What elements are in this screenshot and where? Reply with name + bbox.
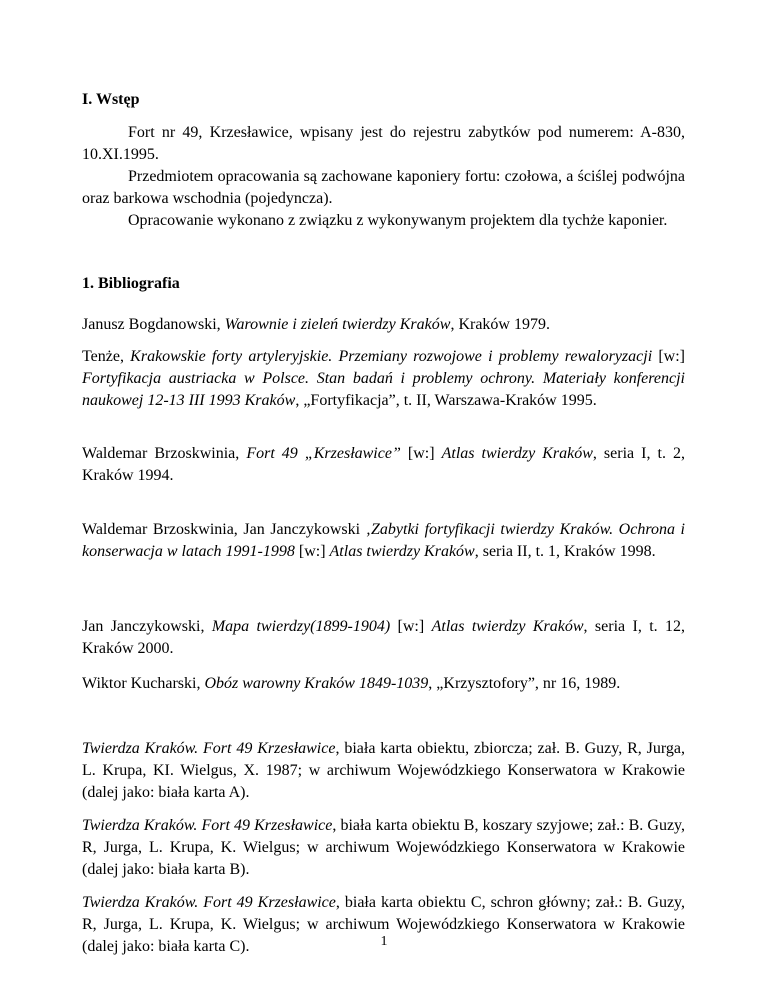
bibliography-title: Fort 49 „Krzesławice” <box>246 445 401 462</box>
bibliography-title: ‚Zabytki fortyfikacji twierdzy Kraków. Ochrona i konserwacja w latach 1991-1998 <box>82 521 685 560</box>
bibliography-entry <box>82 314 685 336</box>
section-heading-intro: I. Wstęp <box>82 91 140 108</box>
bibliography-title: Twierdza Kraków. Fort 49 Krzesławice <box>82 894 336 911</box>
bibliography-entry <box>82 443 685 487</box>
bibliography-title: Twierdza Kraków. Fort 49 Krzesławice <box>82 740 336 757</box>
bibliography-text: Janusz Bogdanowski, <box>82 316 225 333</box>
bibliography-entry <box>82 815 685 881</box>
bibliography-title: Atlas twierdzy Kraków <box>441 445 593 462</box>
intro-paragraph: Fort nr 49, Krzesławice, wpisany jest do rejestru zabytków pod numerem: A-830, 10.XI.1995. <box>82 124 685 163</box>
bibliography-text: , biała karta obiektu B, koszary szyjowe; zał.: B. Guzy, R, Jurga, L. Krupa, K. Wielgus; w archiwum Wojewódzkiego Konserwatora w Krakowie (dalej jako: biała karta B). <box>82 817 686 878</box>
bibliography-text: Waldemar Brzoskwinia, Jan Janczykowski <box>82 521 366 538</box>
bibliography-text: , seria I, t. 12, Kraków 2000. <box>82 618 686 657</box>
bibliography-text: [w:] <box>400 445 442 462</box>
bibliography-title: Obóz warowny Kraków 1849-1039 <box>204 675 429 692</box>
intro-text <box>82 122 685 232</box>
intro-paragraph: Opracowanie wykonano z związku z wykonywanym projektem dla tychże kaponier. <box>128 212 668 229</box>
bibliography-text: Tenże, <box>82 348 131 365</box>
bibliography-text: [w:] <box>390 618 432 635</box>
bibliography-entry <box>82 616 685 660</box>
bibliography-title: Warownie i zieleń twierdzy Kraków <box>224 316 451 333</box>
bibliography-title: Twierdza Kraków. Fort 49 Krzesławice <box>82 817 333 834</box>
bibliography-entry <box>82 346 685 412</box>
bibliography-text: , seria II, t. 1, Kraków 1998. <box>474 543 656 560</box>
intro-paragraph: Przedmiotem opracowania są zachowane kaponiery fortu: czołowa, a ściślej podwójna oraz barkowa wschodnia (pojedyncza). <box>82 168 685 207</box>
bibliography-text: , biała karta obiektu, zbiorcza; zał. B. Guzy, R, Jurga, L. Krupa, KI. Wielgus, X. 1987; w archiwum Wojewódzkiego Konserwatora w Krakowie (dalej jako: biała karta A). <box>82 740 686 801</box>
bibliography-text: , „Krzysztofory”, nr 16, 1989. <box>428 675 621 692</box>
bibliography-text: Waldemar Brzoskwinia, <box>82 445 247 462</box>
page-number: 1 <box>380 934 388 949</box>
bibliography-title: Atlas twierdzy Kraków <box>329 543 475 560</box>
bibliography-text: [w:] <box>652 348 686 365</box>
bibliography-text: Wiktor Kucharski, <box>82 675 205 692</box>
bibliography-entry <box>82 519 685 563</box>
bibliography-entry <box>82 673 685 695</box>
bibliography-text: [w:] <box>294 543 330 560</box>
section-heading-bibliography: 1. Bibliografia <box>82 275 180 292</box>
bibliography-title: Fortyfikacja austriacka w Polsce. Stan badań i problemy ochrony. Materiały konferencji naukowej 12-13 III 1993 Kraków <box>82 370 685 409</box>
bibliography-text: , „Fortyfikacja”, t. II, Warszawa-Kraków 1995. <box>295 392 597 409</box>
bibliography-title: Atlas twierdzy Kraków <box>431 618 584 635</box>
bibliography-title: Krakowskie forty artyleryjskie. Przemiany rozwojowe i problemy rewaloryzacji <box>130 348 653 365</box>
bibliography-text: , seria I, t. 2, Kraków 1994. <box>82 445 686 484</box>
bibliography-text: , Kraków 1979. <box>450 316 550 333</box>
bibliography-title: Mapa twierdzy(1899-1904) <box>211 618 391 635</box>
bibliography-text: , biała karta obiektu C, schron główny; zał.: B. Guzy, R, Jurga, L. Krupa, K. Wielgus; w archiwum Wojewódzkiego Konserwatora w Krakowie (dalej jako: biała karta C). <box>82 894 686 955</box>
bibliography-entry <box>82 738 685 804</box>
bibliography-text: Jan Janczykowski, <box>82 618 212 635</box>
